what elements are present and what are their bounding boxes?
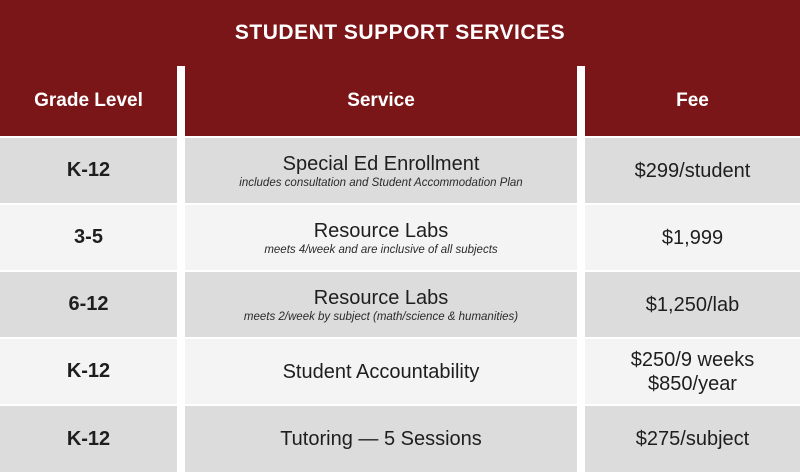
row2-fee-value: $1,999 — [661, 226, 724, 249]
row4-fee-value-1: $250/9 weeks — [630, 348, 755, 371]
header-service: Service — [185, 66, 585, 136]
row2-service-note: meets 4/week and are inclusive of all subjects — [264, 243, 498, 256]
row5-fee-value: $275/subject — [635, 428, 750, 450]
row4-fee-value-2: $850/year — [648, 372, 737, 395]
row5-service-name: Tutoring — 5 Sessions — [280, 428, 482, 450]
row1-service-name: Special Ed Enrollment — [282, 152, 480, 175]
header-grade-level: Grade Level — [0, 66, 185, 136]
row1-fee — [585, 136, 800, 203]
row2-fee — [585, 203, 800, 270]
row1-service-note: includes consultation and Student Accommodation Plan — [239, 176, 523, 189]
row4-service-name: Student Accountability — [282, 360, 480, 383]
row3-service-name: Resource Labs — [313, 286, 449, 309]
row4-grade: K-12 — [0, 337, 185, 404]
row5-grade: K-12 — [0, 404, 185, 472]
row3-grade: 6-12 — [0, 270, 185, 337]
row4-fee — [585, 337, 800, 404]
row3-fee-value: $1,250/lab — [645, 293, 740, 316]
row3-service — [185, 270, 585, 337]
header-fee: Fee — [585, 66, 800, 136]
row1-fee-value: $299/student — [634, 159, 751, 182]
table-title: STUDENT SUPPORT SERVICES — [0, 0, 800, 66]
row3-service-note: meets 2/week by subject (math/science & humanities) — [243, 310, 519, 323]
row4-service — [185, 337, 585, 404]
row5-fee — [585, 404, 800, 472]
row5-service — [185, 404, 585, 472]
services-table — [0, 66, 800, 472]
row2-service — [185, 203, 585, 270]
row1-service — [185, 136, 585, 203]
row2-service-name: Resource Labs — [313, 219, 449, 242]
row3-fee — [585, 270, 800, 337]
row1-grade: K-12 — [0, 136, 185, 203]
row2-grade: 3-5 — [0, 203, 185, 270]
